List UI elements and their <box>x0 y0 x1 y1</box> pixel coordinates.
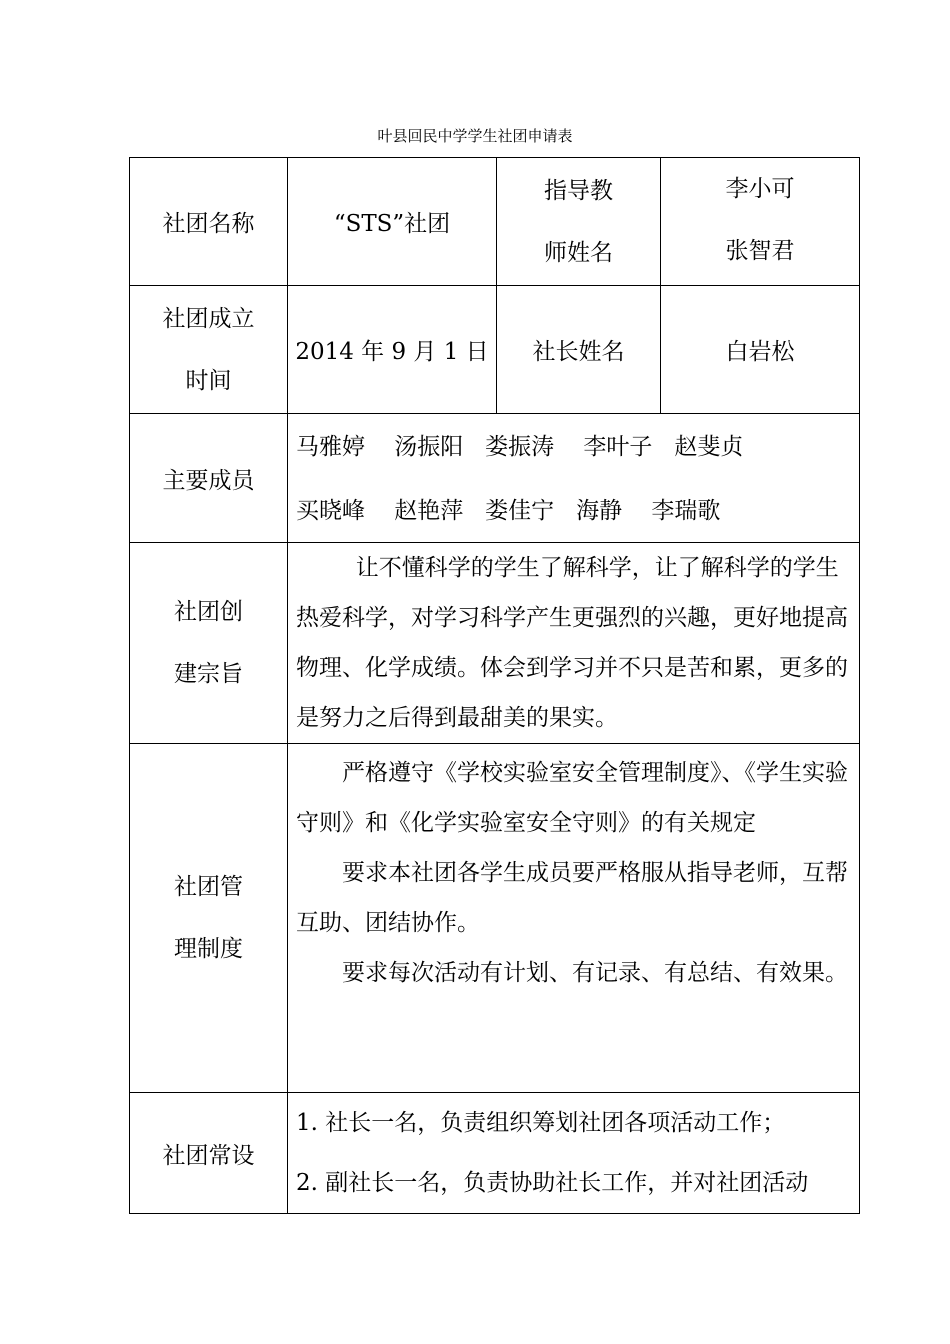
advisor-names-cell <box>661 158 860 286</box>
form-title: 叶县回民中学学生社团申请表 <box>377 127 573 145</box>
rules-paragraph-2: 要求本社团各学生成员要严格服从指导老师，互帮互助、团结协作。 <box>296 860 848 936</box>
row-rules <box>130 744 860 1093</box>
purpose-cell <box>288 543 860 744</box>
purpose-label-cell <box>130 543 288 744</box>
leader-label: 社长姓名 <box>497 286 661 414</box>
purpose-text: 让不懂科学的学生了解科学，让了解科学的学生热爱科学，对学习科学产生更强烈的兴趣，更好地提高物理、化学成绩。体会到学习并不只是苦和累，更多的是努力之后得到最甜美的果实。 <box>296 555 848 731</box>
row-founded <box>130 286 860 414</box>
rules-label-line-1: 社团管 <box>174 874 243 900</box>
advisor-label-line-1: 指导教 <box>544 177 613 204</box>
members-line-1: 马雅婷 汤振阳 娄振涛 李叶子 赵斐贞 <box>296 434 744 460</box>
rules-label-cell <box>130 744 288 1093</box>
advisor-label-line-2: 师姓名 <box>544 239 613 266</box>
positions-item-1: 1. 社长一名，负责组织筹划社团各项活动工作； <box>296 1110 786 1136</box>
rules-paragraph-1: 严格遵守《学校实验室安全管理制度》、《学生实验守则》和《化学实验室安全守则》的有关规定 <box>296 760 848 836</box>
founded-label-line-1: 社团成立 <box>162 305 255 332</box>
positions-cell <box>288 1093 860 1214</box>
founded-label-line-2: 时间 <box>185 367 232 394</box>
leader-name: 白岩松 <box>661 286 860 414</box>
members-cell <box>288 414 860 543</box>
row-club-name <box>130 158 860 286</box>
club-name-value: “STS”社团 <box>288 158 497 286</box>
members-label: 主要成员 <box>130 414 288 543</box>
rules-paragraph-3: 要求每次活动有计划、有记录、有总结、有效果。 <box>342 960 848 986</box>
row-positions <box>130 1093 860 1214</box>
rules-cell <box>288 744 860 1093</box>
founded-label-cell <box>130 286 288 414</box>
row-members <box>130 414 860 543</box>
advisor-name-1: 李小可 <box>725 176 795 202</box>
advisor-label-cell <box>497 158 661 286</box>
positions-label: 社团常设 <box>130 1093 288 1214</box>
club-name-label: 社团名称 <box>130 158 288 286</box>
purpose-label-line-1: 社团创 <box>174 599 243 625</box>
row-purpose <box>130 543 860 744</box>
advisor-name-2: 张智君 <box>725 238 795 264</box>
rules-label-line-2: 理制度 <box>174 936 243 962</box>
purpose-label-line-2: 建宗旨 <box>174 661 243 687</box>
members-line-2: 买晓峰 赵艳萍 娄佳宁 海静 李瑞歌 <box>296 498 721 524</box>
club-application-table <box>129 157 860 1214</box>
founded-date: 2014 年 9 月 1 日 <box>288 286 497 414</box>
positions-item-2: 2. 副社长一名，负责协助社长工作，并对社团活动 <box>296 1170 809 1196</box>
